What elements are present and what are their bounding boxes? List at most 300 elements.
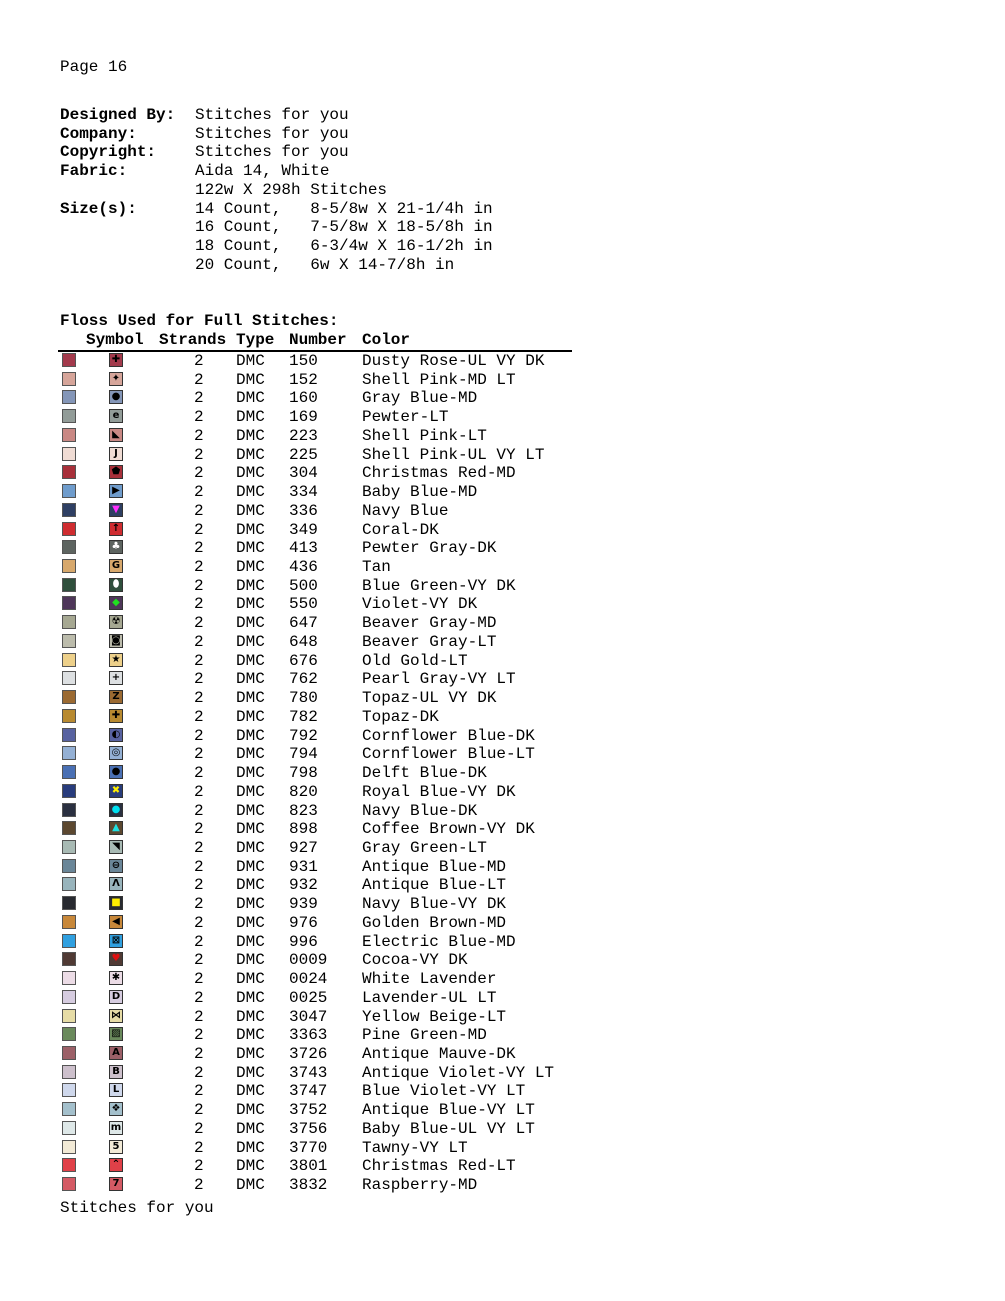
table-row bbox=[0, 483, 600, 501]
strands: 2 bbox=[194, 501, 204, 520]
type: DMC bbox=[236, 483, 265, 502]
color-name: Royal Blue-VY DK bbox=[362, 782, 516, 801]
color-name: Blue Violet-VY LT bbox=[362, 1082, 526, 1101]
table-row bbox=[0, 558, 600, 576]
info-label: Designed By: bbox=[60, 106, 176, 124]
info-value: Aida 14, White bbox=[195, 162, 330, 181]
color-name: Antique Blue-VY LT bbox=[362, 1101, 535, 1120]
symbol-icon: ✱ bbox=[109, 971, 123, 985]
floss-number: 223 bbox=[289, 426, 318, 445]
strands: 2 bbox=[194, 670, 204, 689]
color-name: Dusty Rose-UL VY DK bbox=[362, 352, 545, 370]
color-swatch bbox=[62, 578, 76, 592]
type: DMC bbox=[236, 1138, 265, 1157]
type: DMC bbox=[236, 370, 265, 389]
symbol-icon: ☢ bbox=[109, 615, 123, 629]
type: DMC bbox=[236, 876, 265, 895]
color-name: Old Gold-LT bbox=[362, 651, 468, 670]
floss-number: 898 bbox=[289, 820, 318, 839]
color-swatch bbox=[62, 671, 76, 685]
info-value: 14 Count, 8-5/8w X 21-1/4h in bbox=[195, 199, 493, 218]
floss-number: 0024 bbox=[289, 970, 328, 989]
table-row bbox=[0, 1045, 600, 1063]
floss-number: 798 bbox=[289, 764, 318, 783]
floss-title: Floss Used for Full Stitches: bbox=[60, 312, 339, 330]
symbol-icon: A bbox=[109, 1046, 123, 1060]
table-row bbox=[0, 1064, 600, 1082]
symbol-icon: ⊖ bbox=[109, 859, 123, 873]
type: DMC bbox=[236, 1119, 265, 1138]
floss-number: 152 bbox=[289, 370, 318, 389]
color-name: Baby Blue-MD bbox=[362, 483, 478, 502]
color-name: Navy Blue-VY DK bbox=[362, 895, 507, 914]
symbol-icon: ↑ bbox=[109, 522, 123, 536]
type: DMC bbox=[236, 352, 265, 370]
strands: 2 bbox=[194, 483, 204, 502]
floss-number: 647 bbox=[289, 614, 318, 633]
type: DMC bbox=[236, 895, 265, 914]
floss-number: 3363 bbox=[289, 1026, 328, 1045]
type: DMC bbox=[236, 1026, 265, 1045]
type: DMC bbox=[236, 614, 265, 633]
floss-number: 927 bbox=[289, 838, 318, 857]
table-row bbox=[0, 1176, 600, 1194]
info-value: Stitches for you bbox=[195, 143, 349, 162]
symbol-icon: 7 bbox=[109, 1177, 123, 1191]
floss-number: 349 bbox=[289, 520, 318, 539]
footer-text: Stitches for you bbox=[60, 1199, 214, 1217]
type: DMC bbox=[236, 1007, 265, 1026]
color-swatch bbox=[62, 634, 76, 648]
color-name: Navy Blue-DK bbox=[362, 801, 478, 820]
strands: 2 bbox=[194, 539, 204, 558]
table-row bbox=[0, 1101, 600, 1119]
strands: 2 bbox=[194, 857, 204, 876]
symbol-icon: ✚ bbox=[109, 353, 123, 367]
strands: 2 bbox=[194, 595, 204, 614]
color-name: Antique Blue-MD bbox=[362, 857, 507, 876]
floss-number: 169 bbox=[289, 408, 318, 427]
color-swatch bbox=[62, 653, 76, 667]
color-name: White Lavender bbox=[362, 970, 497, 989]
type: DMC bbox=[236, 726, 265, 745]
info-value: 20 Count, 6w X 14-7/8h in bbox=[195, 255, 455, 274]
floss-number: 336 bbox=[289, 501, 318, 520]
type: DMC bbox=[236, 595, 265, 614]
strands: 2 bbox=[194, 1007, 204, 1026]
table-row bbox=[0, 371, 600, 389]
type: DMC bbox=[236, 988, 265, 1007]
color-name: Tawny-VY LT bbox=[362, 1138, 468, 1157]
info-label: Copyright: bbox=[60, 143, 157, 162]
strands: 2 bbox=[194, 426, 204, 445]
symbol-icon: ◀ bbox=[109, 915, 123, 929]
table-row bbox=[0, 858, 600, 876]
floss-number: 820 bbox=[289, 782, 318, 801]
color-name: Christmas Red-MD bbox=[362, 464, 516, 483]
symbol-icon: Z bbox=[109, 690, 123, 704]
color-name: Blue Green-VY DK bbox=[362, 576, 516, 595]
table-row bbox=[0, 783, 600, 801]
symbol-icon: B bbox=[109, 1065, 123, 1079]
table-row bbox=[0, 633, 600, 651]
symbol-icon: ⬮ bbox=[109, 578, 123, 592]
color-swatch bbox=[62, 1102, 76, 1116]
color-swatch bbox=[62, 859, 76, 873]
color-swatch bbox=[62, 465, 76, 479]
floss-number: 0025 bbox=[289, 988, 328, 1007]
type: DMC bbox=[236, 913, 265, 932]
strands: 2 bbox=[194, 820, 204, 839]
symbol-icon: ✚ bbox=[109, 709, 123, 723]
table-row bbox=[0, 595, 600, 613]
color-swatch bbox=[62, 990, 76, 1004]
type: DMC bbox=[236, 1176, 265, 1195]
floss-number: 3756 bbox=[289, 1119, 328, 1138]
type: DMC bbox=[236, 1101, 265, 1120]
color-name: Coffee Brown-VY DK bbox=[362, 820, 535, 839]
type: DMC bbox=[236, 951, 265, 970]
col-color: Color bbox=[362, 331, 411, 349]
symbol-icon: ◥ bbox=[109, 840, 123, 854]
type: DMC bbox=[236, 445, 265, 464]
symbol-icon: ⌃ bbox=[109, 1158, 123, 1172]
type: DMC bbox=[236, 1045, 265, 1063]
table-row bbox=[0, 839, 600, 857]
floss-number: 792 bbox=[289, 726, 318, 745]
strands: 2 bbox=[194, 932, 204, 951]
color-swatch bbox=[62, 934, 76, 948]
strands: 2 bbox=[194, 1082, 204, 1101]
strands: 2 bbox=[194, 895, 204, 914]
color-name: Cornflower Blue-LT bbox=[362, 745, 535, 764]
table-row bbox=[0, 895, 600, 913]
type: DMC bbox=[236, 801, 265, 820]
strands: 2 bbox=[194, 707, 204, 726]
symbol-icon: L bbox=[109, 1083, 123, 1097]
color-name: Topaz-UL VY DK bbox=[362, 689, 497, 708]
symbol-icon: ♣ bbox=[109, 540, 123, 554]
symbol-icon: D bbox=[109, 990, 123, 1004]
color-swatch bbox=[62, 1065, 76, 1079]
floss-number: 794 bbox=[289, 745, 318, 764]
type: DMC bbox=[236, 408, 265, 427]
table-row bbox=[0, 614, 600, 632]
strands: 2 bbox=[194, 464, 204, 483]
type: DMC bbox=[236, 651, 265, 670]
color-swatch bbox=[62, 447, 76, 461]
symbol-icon: ✖ bbox=[109, 784, 123, 798]
type: DMC bbox=[236, 389, 265, 408]
color-name: Cocoa-VY DK bbox=[362, 951, 468, 970]
color-swatch bbox=[62, 1009, 76, 1023]
col-type: Type bbox=[236, 331, 275, 349]
floss-number: 3801 bbox=[289, 1157, 328, 1176]
floss-number: 500 bbox=[289, 576, 318, 595]
floss-number: 976 bbox=[289, 913, 318, 932]
symbol-icon: ♥ bbox=[109, 952, 123, 966]
type: DMC bbox=[236, 689, 265, 708]
color-swatch bbox=[62, 803, 76, 817]
type: DMC bbox=[236, 857, 265, 876]
table-row bbox=[0, 876, 600, 894]
strands: 2 bbox=[194, 726, 204, 745]
color-swatch bbox=[62, 409, 76, 423]
strands: 2 bbox=[194, 1157, 204, 1176]
color-name: Cornflower Blue-DK bbox=[362, 726, 535, 745]
type: DMC bbox=[236, 576, 265, 595]
table-row bbox=[0, 1026, 600, 1044]
strands: 2 bbox=[194, 764, 204, 783]
color-swatch bbox=[62, 746, 76, 760]
type: DMC bbox=[236, 820, 265, 839]
symbol-icon: ◐ bbox=[109, 728, 123, 742]
color-swatch bbox=[62, 503, 76, 517]
floss-number: 782 bbox=[289, 707, 318, 726]
table-row bbox=[0, 802, 600, 820]
color-swatch bbox=[62, 1027, 76, 1041]
floss-number: 550 bbox=[289, 595, 318, 614]
symbol-icon: m bbox=[110, 1121, 122, 1133]
symbol-icon: Λ bbox=[109, 877, 123, 891]
table-row bbox=[0, 1157, 600, 1175]
color-name: Beaver Gray-LT bbox=[362, 632, 497, 651]
type: DMC bbox=[236, 558, 265, 577]
strands: 2 bbox=[194, 1045, 204, 1063]
color-swatch bbox=[62, 971, 76, 985]
strands: 2 bbox=[194, 408, 204, 427]
symbol-icon: ● bbox=[109, 390, 123, 404]
strands: 2 bbox=[194, 988, 204, 1007]
color-swatch bbox=[62, 1177, 76, 1191]
color-name: Antique Mauve-DK bbox=[362, 1045, 516, 1063]
color-swatch bbox=[62, 952, 76, 966]
color-name: Gray Blue-MD bbox=[362, 389, 478, 408]
type: DMC bbox=[236, 745, 265, 764]
symbol-icon: ⋈ bbox=[111, 1009, 121, 1021]
color-name: Lavender-UL LT bbox=[362, 988, 497, 1007]
floss-number: 3047 bbox=[289, 1007, 328, 1026]
table-row bbox=[0, 577, 600, 595]
floss-number: 225 bbox=[289, 445, 318, 464]
col-number: Number bbox=[289, 331, 347, 349]
info-value: 16 Count, 7-5/8w X 18-5/8h in bbox=[195, 218, 493, 237]
color-name: Pewter Gray-DK bbox=[362, 539, 497, 558]
type: DMC bbox=[236, 520, 265, 539]
type: DMC bbox=[236, 707, 265, 726]
symbol-icon: ▶ bbox=[109, 484, 123, 498]
color-name: Delft Blue-DK bbox=[362, 764, 487, 783]
floss-number: 931 bbox=[289, 857, 318, 876]
floss-number: 762 bbox=[289, 670, 318, 689]
color-swatch bbox=[62, 709, 76, 723]
floss-number: 3832 bbox=[289, 1176, 328, 1195]
color-name: Pewter-LT bbox=[362, 408, 449, 427]
symbol-icon: ★ bbox=[109, 653, 123, 667]
strands: 2 bbox=[194, 801, 204, 820]
symbol-icon: + bbox=[109, 671, 123, 685]
color-name: Beaver Gray-MD bbox=[362, 614, 497, 633]
table-row bbox=[0, 502, 600, 520]
table-row bbox=[0, 989, 600, 1007]
type: DMC bbox=[236, 838, 265, 857]
type: DMC bbox=[236, 782, 265, 801]
floss-number: 932 bbox=[289, 876, 318, 895]
floss-number: 150 bbox=[289, 352, 318, 370]
table-row bbox=[0, 408, 600, 426]
strands: 2 bbox=[194, 389, 204, 408]
strands: 2 bbox=[194, 1176, 204, 1195]
floss-number: 939 bbox=[289, 895, 318, 914]
color-name: Topaz-DK bbox=[362, 707, 439, 726]
color-swatch bbox=[62, 353, 76, 367]
floss-number: 436 bbox=[289, 558, 318, 577]
color-swatch bbox=[62, 615, 76, 629]
table-row bbox=[0, 652, 600, 670]
type: DMC bbox=[236, 464, 265, 483]
table-row bbox=[0, 764, 600, 782]
table-row bbox=[0, 820, 600, 838]
strands: 2 bbox=[194, 352, 204, 370]
symbol-icon: ■ bbox=[109, 896, 123, 910]
strands: 2 bbox=[194, 913, 204, 932]
table-row bbox=[0, 1120, 600, 1138]
table-row bbox=[0, 745, 600, 763]
strands: 2 bbox=[194, 689, 204, 708]
strands: 2 bbox=[194, 370, 204, 389]
strands: 2 bbox=[194, 838, 204, 857]
strands: 2 bbox=[194, 951, 204, 970]
color-name: Shell Pink-MD LT bbox=[362, 370, 516, 389]
type: DMC bbox=[236, 670, 265, 689]
table-row bbox=[0, 670, 600, 688]
type: DMC bbox=[236, 970, 265, 989]
strands: 2 bbox=[194, 576, 204, 595]
color-name: Antique Violet-VY LT bbox=[362, 1063, 555, 1082]
color-swatch bbox=[62, 1121, 76, 1135]
color-name: Navy Blue bbox=[362, 501, 449, 520]
strands: 2 bbox=[194, 558, 204, 577]
color-swatch bbox=[62, 784, 76, 798]
color-name: Pine Green-MD bbox=[362, 1026, 487, 1045]
floss-number: 3752 bbox=[289, 1101, 328, 1120]
color-swatch bbox=[62, 522, 76, 536]
type: DMC bbox=[236, 1082, 265, 1101]
symbol-icon: ● bbox=[109, 765, 123, 779]
page-number: Page 16 bbox=[60, 58, 128, 76]
info-value: 122w X 298h Stitches bbox=[195, 180, 388, 199]
type: DMC bbox=[236, 426, 265, 445]
floss-number: 823 bbox=[289, 801, 318, 820]
strands: 2 bbox=[194, 1138, 204, 1157]
info-value: Stitches for you bbox=[195, 106, 349, 124]
info-label: Size(s): bbox=[60, 199, 137, 218]
color-swatch bbox=[62, 840, 76, 854]
col-symbol: Symbol bbox=[86, 331, 144, 349]
color-swatch bbox=[62, 1046, 76, 1060]
floss-number: 3770 bbox=[289, 1138, 328, 1157]
color-swatch bbox=[62, 1140, 76, 1154]
symbol-icon: ▼ bbox=[109, 503, 123, 517]
strands: 2 bbox=[194, 970, 204, 989]
symbol-icon: ◆ bbox=[109, 596, 123, 610]
strands: 2 bbox=[194, 445, 204, 464]
symbol-icon: ✦ bbox=[109, 372, 123, 386]
color-name: Gray Green-LT bbox=[362, 838, 487, 857]
symbol-icon: ● bbox=[109, 803, 123, 817]
color-swatch bbox=[62, 877, 76, 891]
strands: 2 bbox=[194, 614, 204, 633]
floss-number: 3726 bbox=[289, 1045, 328, 1063]
symbol-icon: 5 bbox=[109, 1140, 123, 1154]
symbol-icon: ◣ bbox=[109, 428, 123, 442]
color-swatch bbox=[62, 915, 76, 929]
floss-number: 3747 bbox=[289, 1082, 328, 1101]
color-swatch bbox=[62, 728, 76, 742]
type: DMC bbox=[236, 632, 265, 651]
info-label: Fabric: bbox=[60, 162, 128, 181]
table-row bbox=[0, 1082, 600, 1100]
color-name: Coral-DK bbox=[362, 520, 439, 539]
info-value: 18 Count, 6-3/4w X 16-1/2h in bbox=[195, 236, 493, 255]
color-name: Golden Brown-MD bbox=[362, 913, 507, 932]
strands: 2 bbox=[194, 1101, 204, 1120]
color-swatch bbox=[62, 372, 76, 386]
type: DMC bbox=[236, 539, 265, 558]
color-name: Shell Pink-UL VY LT bbox=[362, 445, 545, 464]
table-row bbox=[0, 1008, 600, 1026]
table-row bbox=[0, 708, 600, 726]
table-row bbox=[0, 389, 600, 407]
table-row bbox=[0, 933, 600, 951]
color-name: Pearl Gray-VY LT bbox=[362, 670, 516, 689]
color-name: Baby Blue-UL VY LT bbox=[362, 1119, 535, 1138]
floss-number: 780 bbox=[289, 689, 318, 708]
color-swatch bbox=[62, 390, 76, 404]
symbol-icon: e bbox=[109, 409, 123, 423]
table-row bbox=[0, 464, 600, 482]
type: DMC bbox=[236, 764, 265, 783]
color-name: Violet-VY DK bbox=[362, 595, 478, 614]
symbol-icon: J bbox=[109, 447, 123, 461]
color-name: Raspberry-MD bbox=[362, 1176, 478, 1195]
table-row bbox=[0, 521, 600, 539]
color-swatch bbox=[62, 765, 76, 779]
table-row bbox=[0, 951, 600, 969]
color-name: Electric Blue-MD bbox=[362, 932, 516, 951]
floss-number: 334 bbox=[289, 483, 318, 502]
symbol-icon: ▨ bbox=[109, 1027, 123, 1041]
color-swatch bbox=[62, 559, 76, 573]
table-row bbox=[0, 539, 600, 557]
symbol-icon: ▲ bbox=[109, 821, 123, 835]
strands: 2 bbox=[194, 876, 204, 895]
floss-number: 676 bbox=[289, 651, 318, 670]
strands: 2 bbox=[194, 651, 204, 670]
table-row bbox=[0, 352, 600, 370]
type: DMC bbox=[236, 932, 265, 951]
strands: 2 bbox=[194, 745, 204, 764]
symbol-icon: ◙ bbox=[109, 634, 123, 648]
strands: 2 bbox=[194, 1026, 204, 1045]
floss-number: 0009 bbox=[289, 951, 328, 970]
color-swatch bbox=[62, 428, 76, 442]
table-row bbox=[0, 427, 600, 445]
table-row bbox=[0, 914, 600, 932]
floss-number: 648 bbox=[289, 632, 318, 651]
symbol-icon: ❖ bbox=[109, 1102, 123, 1116]
color-swatch bbox=[62, 690, 76, 704]
